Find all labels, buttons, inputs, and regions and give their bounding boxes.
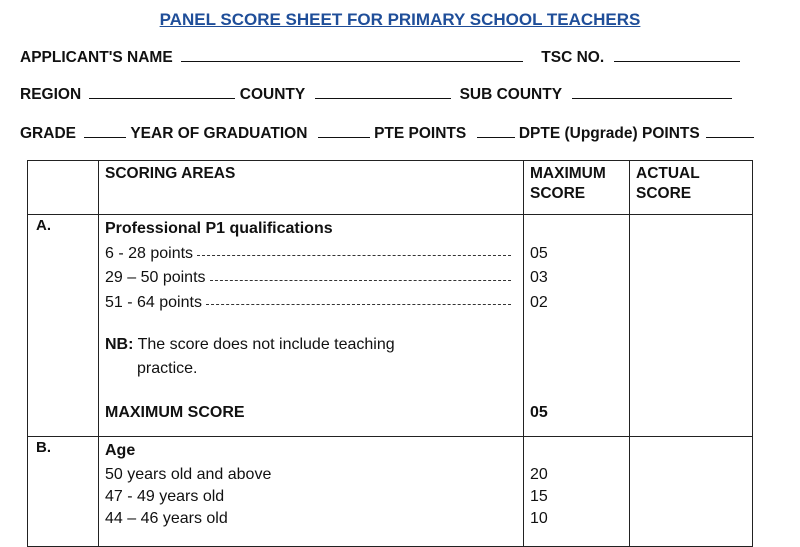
year-of-graduation-field[interactable] — [318, 125, 370, 138]
section-a-row — [28, 215, 753, 437]
grade-label: GRADE — [20, 125, 76, 142]
section-b-heading: Age — [105, 442, 136, 459]
section-a-row-3-score: 02 — [530, 293, 548, 311]
score-table — [27, 160, 753, 547]
section-b-actual-cell[interactable] — [630, 437, 753, 547]
sub-county-label: SUB COUNTY — [459, 86, 562, 103]
year-of-graduation-label: YEAR OF GRADUATION — [130, 125, 308, 142]
section-a-max-cell — [524, 215, 630, 437]
section-b-row — [28, 437, 753, 547]
spacer — [530, 315, 623, 401]
section-a-row-1-score: 05 — [530, 244, 548, 262]
dpte-points-label: DPTE (Upgrade) POINTS — [518, 125, 700, 142]
section-a-row-2-score: 03 — [530, 269, 548, 286]
dotted-leader — [210, 280, 511, 281]
sub-county-field[interactable] — [572, 86, 732, 99]
region-label: REGION — [20, 86, 82, 103]
header-maximum-score — [524, 161, 630, 215]
spacer — [530, 217, 623, 242]
list-item — [105, 242, 517, 267]
header-maximum-line1: MAXIMUM — [530, 165, 606, 182]
nb-label: NB: — [105, 336, 134, 353]
grade-line — [20, 125, 754, 143]
header-maximum-line2: SCORE — [530, 185, 586, 202]
table-header-row — [28, 161, 753, 215]
pte-points-label: PTE POINTS — [374, 125, 467, 142]
list-item — [105, 486, 517, 508]
section-b-row-3-score: 10 — [530, 509, 548, 527]
section-b-row-3-text: 44 – 46 years old — [105, 509, 228, 527]
spacer — [530, 439, 623, 464]
applicant-name-label: APPLICANT'S NAME — [20, 49, 173, 66]
section-a-row-3-text: 51 - 64 points — [105, 293, 202, 311]
section-b-row-2-score: 15 — [530, 487, 548, 505]
region-field[interactable] — [89, 86, 235, 99]
page-title: PANEL SCORE SHEET FOR PRIMARY SCHOOL TEACHERS — [159, 10, 641, 29]
applicant-name-field[interactable] — [181, 49, 523, 62]
list-item — [105, 508, 517, 530]
pte-points-field[interactable] — [477, 125, 515, 138]
list-item — [105, 266, 517, 291]
header-actual-line1: ACTUAL — [636, 165, 700, 182]
section-b-row-1-score: 20 — [530, 465, 548, 483]
section-a-scoring-area — [99, 215, 524, 437]
section-b-label: B. — [28, 437, 99, 547]
dotted-leader — [206, 304, 511, 305]
county-label: COUNTY — [239, 86, 305, 103]
section-b-max-cell — [524, 437, 630, 547]
grade-field[interactable] — [84, 125, 126, 138]
dpte-points-field[interactable] — [706, 125, 754, 138]
tsc-no-field[interactable] — [614, 49, 740, 62]
section-a-row-1-text: 6 - 28 points — [105, 244, 194, 262]
header-actual-score — [630, 161, 753, 215]
nb-text-line1: The score does not include teaching — [137, 336, 395, 353]
applicant-line — [20, 49, 740, 67]
list-item — [105, 464, 517, 486]
section-a-actual-cell[interactable] — [630, 215, 753, 437]
section-a-max-value: 05 — [530, 404, 548, 421]
section-a-max-label: MAXIMUM SCORE — [105, 404, 245, 421]
header-scoring-areas: SCORING AREAS — [99, 161, 524, 215]
dotted-leader — [197, 255, 511, 256]
nb-text-line2: practice. — [137, 360, 198, 377]
section-a-row-2-text: 29 – 50 points — [105, 269, 206, 286]
region-line — [20, 86, 732, 104]
section-a-label: A. — [28, 215, 99, 437]
tsc-no-label: TSC NO. — [541, 49, 605, 66]
section-b-row-1-text: 50 years old and above — [105, 465, 272, 483]
section-a-note — [105, 333, 517, 381]
header-actual-line2: SCORE — [636, 185, 692, 202]
section-b-scoring-area — [99, 437, 524, 547]
section-b-row-2-text: 47 - 49 years old — [105, 487, 225, 505]
header-empty-cell — [28, 161, 99, 215]
section-a-heading: Professional P1 qualifications — [105, 220, 333, 237]
list-item — [105, 291, 517, 316]
county-field[interactable] — [315, 86, 451, 99]
